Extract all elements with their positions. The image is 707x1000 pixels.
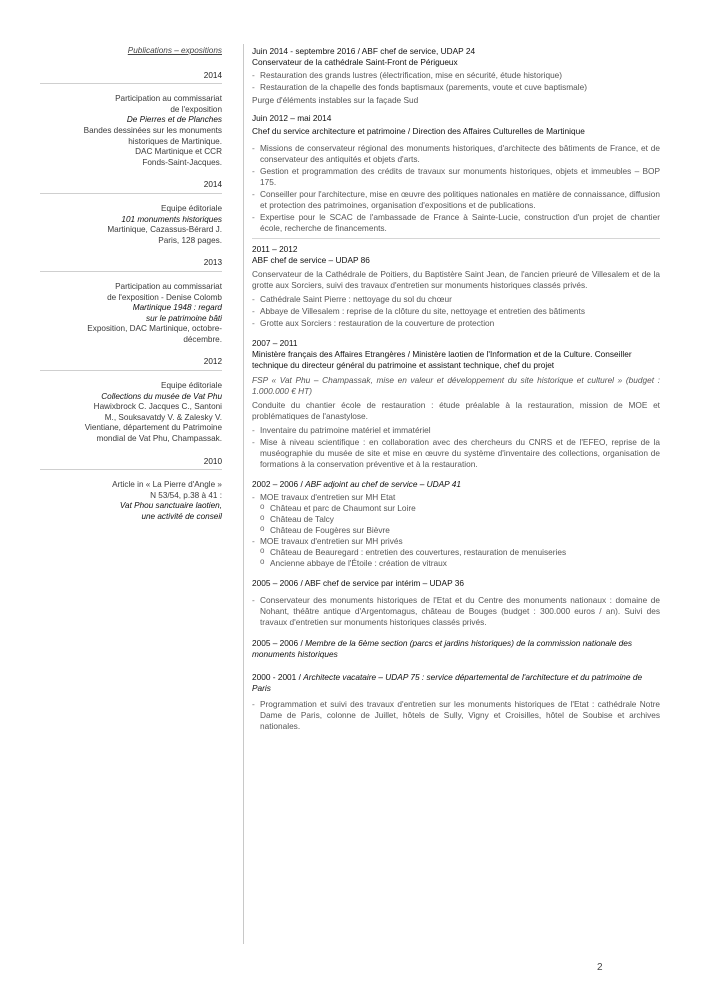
- pub-entry: [40, 94, 222, 168]
- task-item: - Programmation et suivi des travaux d'entretien sur les monuments historiques de l'Etat : cathédrale Notre Dame de Paris, colonne de Juillet, hôtels de Sully, Vigny et Croisilles, hôtel de Soubise et archives nationales.: [252, 699, 660, 732]
- pub-title: Collections du musée de Vat Phu: [101, 391, 222, 401]
- pub-entry: [40, 282, 222, 346]
- experience-heading: [252, 638, 660, 660]
- experience-dates: 2005 – 2006 /: [252, 637, 306, 648]
- sub-list: [260, 547, 660, 569]
- sub-item: o Château de Beauregard : entretien des couvertures, restauration de menuiseries: [260, 547, 660, 558]
- task-item: - Inventaire du patrimoine matériel et immatériel: [252, 425, 660, 436]
- project-title: FSP « Vat Phu – Champassak, mise en valeur et développement du site historique et culturel » (budget : 1.000.000 € HT): [252, 374, 660, 396]
- task-item: - Missions de conservateur régional des monuments historiques, d'architecte des bâtiments de France, et de conservateur des antiquités et objets d'arts.: [252, 143, 660, 165]
- experience-block: [252, 578, 660, 632]
- experience-paragraph: Conservateur de la Cathédrale de Poitiers, du Baptistère Saint Jean, de l'ancien prieuré de Villesalem et de la grotte aux Sorciers, suivi des travaux d'entretien sur monuments historiques classés privés.: [252, 269, 660, 291]
- task-list: [252, 492, 660, 569]
- experience-block: [252, 244, 660, 333]
- experience-column: [252, 46, 660, 741]
- page-number: 2: [597, 962, 603, 973]
- pub-year: 2012: [40, 357, 222, 371]
- experience-block: [252, 46, 660, 108]
- pub-line: décembre.: [183, 334, 222, 344]
- task-label: MOE travaux d'entretien sur MH privés: [260, 536, 403, 547]
- experience-block: [252, 672, 660, 737]
- pub-line: N 53/54, p.38 à 41 :: [150, 490, 222, 500]
- pub-line: Martinique, Cazassus-Bérard J.: [107, 225, 222, 235]
- task-list: [252, 294, 660, 329]
- task-list: [252, 425, 660, 470]
- task-item: - Restauration des grands lustres (électrification, mise en sécurité, étude historique): [252, 70, 660, 81]
- sub-item: o Château de Talcy: [260, 514, 660, 525]
- experience-heading: 2011 – 2012: [252, 243, 298, 254]
- experience-role: Membre de la 6ème section (parcs et jardins historiques) de la commission nationale des monuments historiques: [252, 637, 633, 659]
- pub-line: de l'exposition - Denise Colomb: [107, 292, 222, 302]
- task-item: - Gestion et programmation des crédits de travaux sur monuments historiques, objets et immeubles – BOP 175.: [252, 166, 660, 188]
- task-item: - Cathédrale Saint Pierre : nettoyage du sol du chœur: [252, 294, 660, 305]
- experience-subtitle: Ministère français des Affaires Etrangères / Ministère laotien de l'Information et de la Culture. Conseiller technique du directeur général du patrimoine et assistant technique, chef du projet: [252, 348, 632, 370]
- task-text: Purge d'éléments instables sur la façade Sud: [252, 94, 419, 105]
- task-item: [252, 536, 660, 569]
- experience-dates: 2002 – 2006 /: [252, 478, 306, 489]
- pub-title: De Pierres et de Planches: [126, 115, 222, 125]
- column-divider: [243, 44, 244, 944]
- task-item: - Mise à niveau scientifique : en collaboration avec des chercheurs du CNRS et de l'EFEO, reprise de la muséographie du musée de site et mise en œuvre du système d'inventaire des collections, organisation de formations à la conservation préventive et à la restauration.: [252, 437, 660, 470]
- pub-line: mondial de Vat Phu, Champassak.: [96, 434, 222, 444]
- task-item: [252, 492, 660, 536]
- task-item: - Restauration de la chapelle des fonds baptismaux (parements, voute et cuve baptismale): [252, 82, 660, 93]
- task-list: [252, 699, 660, 732]
- task-list: [252, 70, 660, 93]
- sub-item: o Château et parc de Chaumont sur Loire: [260, 503, 660, 514]
- experience-heading: 2005 – 2006 / ABF chef de service par intérim – UDAP 36: [252, 578, 464, 589]
- pub-line: Paris, 128 pages.: [158, 235, 222, 245]
- experience-heading: [252, 479, 660, 490]
- pub-line: Exposition, DAC Martinique, octobre-: [87, 324, 222, 334]
- task-item: - Conservateur des monuments historiques de l'Etat et du Centre des monuments nationaux : domaine de Nohant, théâtre antique d'Argentomagus, château de Bouges (budget : 300.000 euros / an). Suivi des travaux d'entretien sur monuments historiques classés privés.: [252, 595, 660, 628]
- pub-entry: [40, 381, 222, 445]
- experience-role: ABF adjoint au chef de service – UDAP 41: [305, 478, 461, 489]
- pub-title: Vat Phou sanctuaire laotien,: [119, 501, 222, 511]
- task-label: MOE travaux d'entretien sur MH Etat: [260, 491, 396, 502]
- pub-line: Equipe éditoriale: [161, 381, 222, 391]
- sub-list: [260, 503, 660, 536]
- pub-line: Participation au commissariat: [115, 281, 222, 291]
- experience-role: Architecte vacataire – UDAP 75 : service départemental de l'architecture et du patrimoine de Paris: [252, 671, 643, 693]
- sub-item: o Ancienne abbaye de l'Étoile : création de vitraux: [260, 558, 660, 569]
- pub-line: historiques de Martinique.: [128, 136, 222, 146]
- pub-year: 2014: [40, 71, 222, 85]
- task-item: - Abbaye de Villesalem : reprise de la clôture du site, nettoyage et entretien des bâtiments: [252, 306, 660, 317]
- experience-block: [252, 479, 660, 573]
- task-list: [252, 143, 660, 233]
- experience-dates: 2000 - 2001 /: [252, 671, 304, 682]
- experience-subtitle: Chef du service architecture et patrimoine / Direction des Affaires Culturelles de Martinique: [252, 126, 585, 137]
- pub-line: Bandes dessinées sur les monuments: [83, 125, 222, 135]
- pub-line: Vientiane, département du Patrimoine: [84, 423, 222, 433]
- pub-line: Article in « La Pierre d'Angle »: [112, 480, 222, 490]
- experience-block: [252, 338, 660, 474]
- experience-heading: 2007 – 2011: [252, 337, 298, 348]
- pub-line: de l'exposition: [170, 104, 222, 114]
- pub-line: Hawixbrock C. Jacques C., Santoni: [93, 402, 222, 412]
- publications-title: Publications – expositions: [127, 46, 222, 55]
- pub-entry: [40, 204, 222, 246]
- pub-title: une activité de conseil: [141, 512, 222, 521]
- experience-block: [252, 113, 660, 239]
- pub-year: 2010: [40, 457, 222, 471]
- task-list: [252, 595, 660, 628]
- pub-line: M., Souksavatdy V. & Zalesky V.: [104, 412, 222, 422]
- pub-year: 2014: [40, 180, 222, 194]
- pub-entry: [40, 480, 222, 522]
- task-item: - Expertise pour le SCAC de l'ambassade de France à Sainte-Lucie, construction d'un projet de chantier école, recherche de financements.: [252, 212, 660, 234]
- experience-block: [252, 638, 660, 662]
- experience-subtitle: ABF chef de service – UDAP 86: [252, 254, 370, 265]
- pub-title: 101 monuments historiques: [121, 214, 222, 224]
- pub-line: Participation au commissariat: [115, 94, 222, 104]
- pub-line: Fonds-Saint-Jacques.: [142, 157, 222, 167]
- pub-line: DAC Martinique et CCR: [135, 147, 222, 157]
- pub-year: 2013: [40, 258, 222, 272]
- task-item: - Grotte aux Sorciers : restauration de la couverture de protection: [252, 318, 660, 329]
- pub-title: sur le patrimoine bâti: [146, 313, 222, 323]
- experience-heading: [252, 672, 660, 694]
- experience-subtitle: Conservateur de la cathédrale Saint-Front de Périgueux: [252, 56, 458, 67]
- experience-paragraph: Conduite du chantier école de restauration : étude préalable à la restauration, mission de MOE et problématiques de l'anastylose.: [252, 400, 660, 422]
- experience-heading: Juin 2014 - septembre 2016 / ABF chef de service, UDAP 24: [252, 46, 476, 56]
- pub-title: Martinique 1948 : regard: [132, 303, 222, 313]
- publications-column: [40, 46, 222, 535]
- sub-item: o Château de Fougères sur Bièvre: [260, 525, 660, 536]
- task-item: - Conseiller pour l'architecture, mise en œuvre des politiques nationales en matière de connaissance, diffusion et protection des patrimoines, organisation d'expositions et de publications.: [252, 189, 660, 211]
- experience-heading: Juin 2012 – mai 2014: [252, 112, 332, 123]
- pub-line: Equipe éditoriale: [161, 203, 222, 213]
